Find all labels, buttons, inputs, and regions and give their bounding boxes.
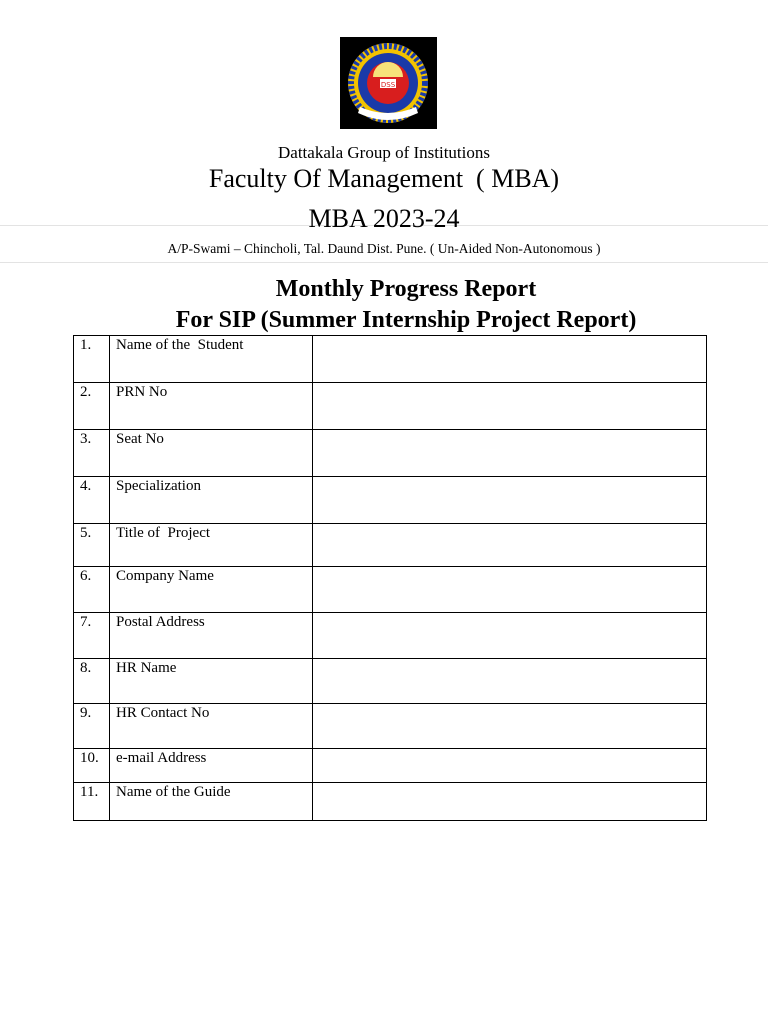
academic-year: MBA 2023-24 bbox=[308, 204, 460, 233]
row-number: 1. bbox=[74, 336, 110, 383]
postal-address-field[interactable] bbox=[313, 613, 707, 659]
field-label: Postal Address bbox=[110, 613, 313, 659]
project-title-field[interactable] bbox=[313, 524, 707, 567]
table-row bbox=[74, 524, 707, 567]
field-label: PRN No bbox=[110, 383, 313, 430]
email-field[interactable] bbox=[313, 749, 707, 783]
table-row bbox=[74, 567, 707, 613]
specialization-field[interactable] bbox=[313, 477, 707, 524]
prn-field[interactable] bbox=[313, 383, 707, 430]
field-label: Seat No bbox=[110, 430, 313, 477]
row-number: 6. bbox=[74, 567, 110, 613]
company-name-field[interactable] bbox=[313, 567, 707, 613]
student-details-table bbox=[73, 335, 707, 821]
row-number: 11. bbox=[74, 783, 110, 821]
institution-logo bbox=[340, 37, 437, 129]
address-divider bbox=[0, 262, 768, 263]
row-number: 10. bbox=[74, 749, 110, 783]
report-subtitle: For SIP (Summer Internship Project Report) bbox=[175, 307, 637, 333]
field-label: Name of the Student bbox=[110, 336, 313, 383]
field-label: HR Contact No bbox=[110, 704, 313, 749]
row-number: 2. bbox=[74, 383, 110, 430]
hr-name-field[interactable] bbox=[313, 659, 707, 704]
guide-name-field[interactable] bbox=[313, 783, 707, 821]
table-row bbox=[74, 613, 707, 659]
field-label: Name of the Guide bbox=[110, 783, 313, 821]
field-label: HR Name bbox=[110, 659, 313, 704]
student-name-field[interactable] bbox=[313, 336, 707, 383]
report-title: Monthly Progress Report bbox=[275, 276, 537, 302]
table-row bbox=[74, 430, 707, 477]
field-label: Specialization bbox=[110, 477, 313, 524]
field-label: Company Name bbox=[110, 567, 313, 613]
field-label: Title of Project bbox=[110, 524, 313, 567]
institution-address: A/P-Swami – Chincholi, Tal. Daund Dist. Pune. ( Un-Aided Non-Autonomous ) bbox=[167, 241, 601, 256]
row-number: 4. bbox=[74, 477, 110, 524]
svg-text:DSS: DSS bbox=[380, 81, 396, 89]
faculty-name: Faculty Of Management ( MBA) bbox=[208, 164, 560, 193]
row-number: 9. bbox=[74, 704, 110, 749]
row-number: 3. bbox=[74, 430, 110, 477]
table-row bbox=[74, 383, 707, 430]
hr-contact-field[interactable] bbox=[313, 704, 707, 749]
field-label: e-mail Address bbox=[110, 749, 313, 783]
seat-no-field[interactable] bbox=[313, 430, 707, 477]
row-number: 5. bbox=[74, 524, 110, 567]
table-row bbox=[74, 659, 707, 704]
table-row bbox=[74, 704, 707, 749]
table-row bbox=[74, 477, 707, 524]
table-row bbox=[74, 783, 707, 821]
row-number: 8. bbox=[74, 659, 110, 704]
table-row bbox=[74, 749, 707, 783]
table-row bbox=[74, 336, 707, 383]
row-number: 7. bbox=[74, 613, 110, 659]
organization-name: Dattakala Group of Institutions bbox=[278, 143, 490, 162]
